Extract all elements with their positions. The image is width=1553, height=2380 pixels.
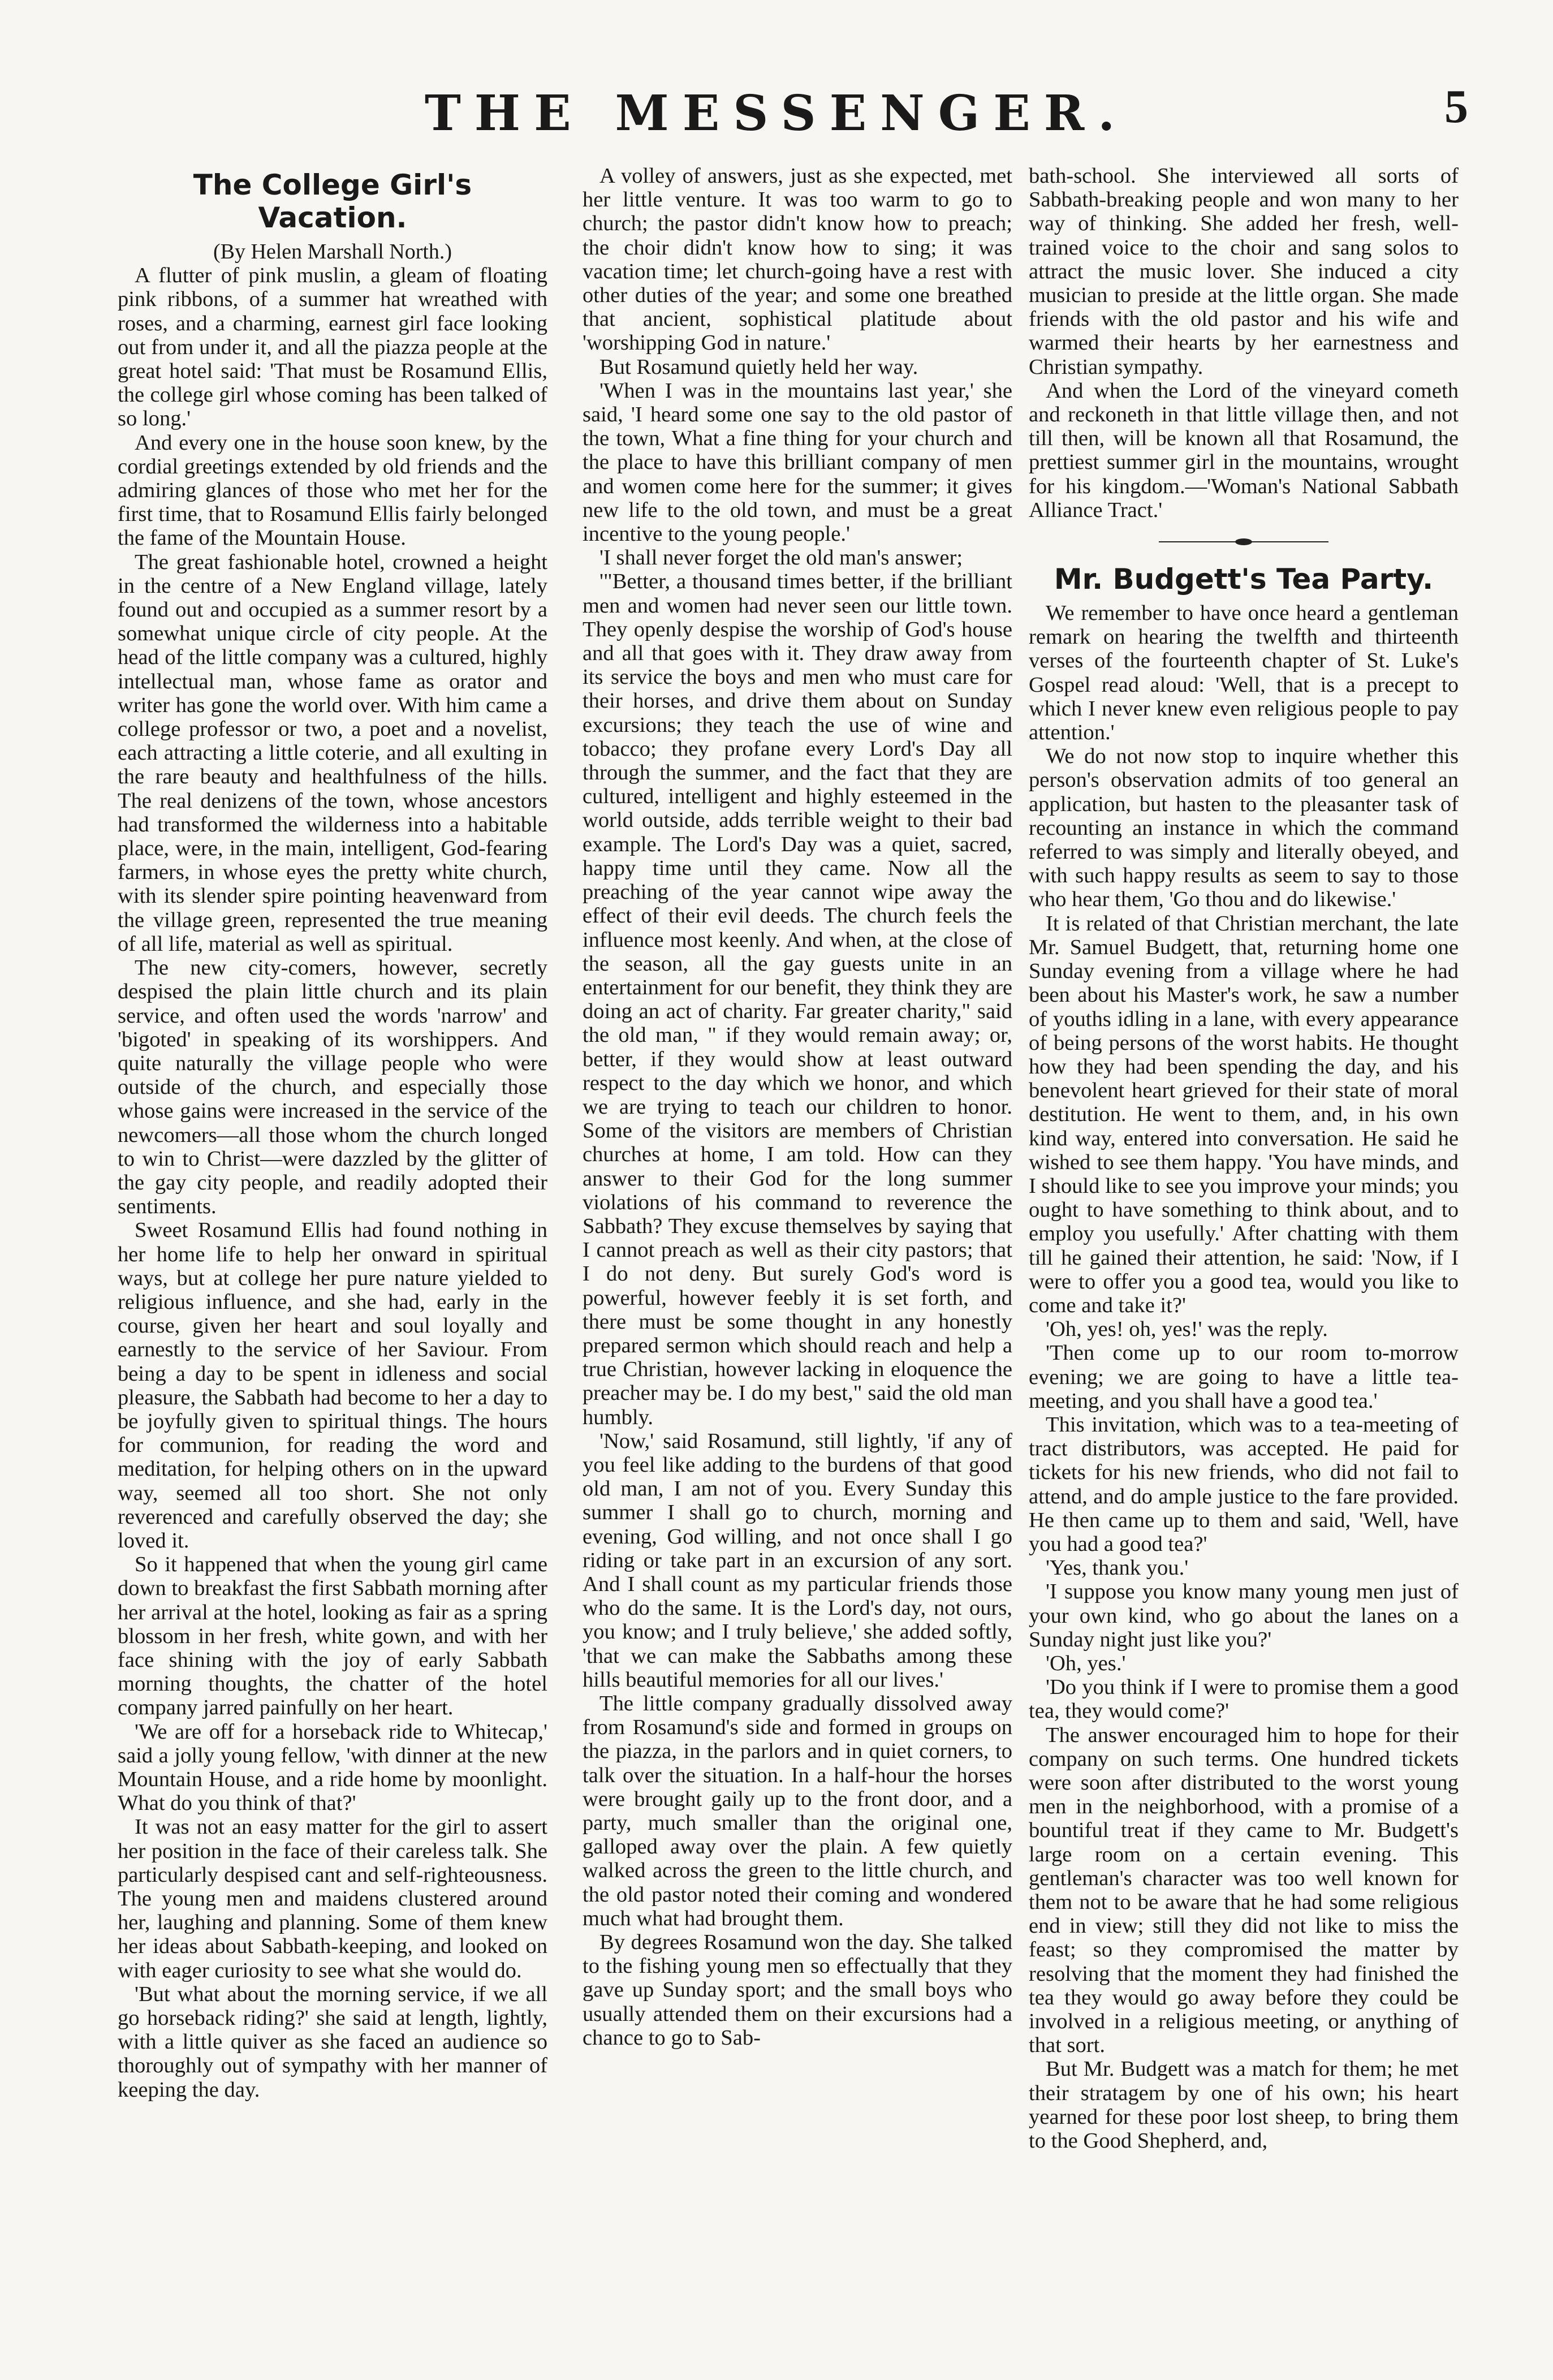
paragraph: 'When I was in the mountains last year,' she said, 'I heard some one say to the old pastor of the town, What a fine thing for your church and the place to have this brilliant company of men and women come here for the summer; it gives new life to the old town, and must be a great incentive to the young people.'	[583, 378, 1012, 546]
paragraph: But Rosamund quietly held her way.	[599, 355, 918, 379]
paragraph: But Mr. Budgett was a match for them; he met their stratagem by one of his own; his heart yearned for these poor lost sheep, to bring them to the Good Shepherd, and,	[1029, 2057, 1459, 2153]
paragraph: 'But what about the morning service, if we all go horseback riding?' she said at length, lightly, with a little quiver as she faced an audience so thoroughly out of sympathy with her manner of keeping the day.	[118, 1982, 547, 2102]
paragraph: This invitation, which was to a tea-meeting of tract distributors, was accepted. He paid for tickets for his new friends, who did not fail to attend, and do ample justice to the fare provided. He then came up to them and said, 'Well, have you had a good tea?'	[1029, 1412, 1459, 1556]
byline: (By Helen Marshall North.)	[213, 240, 452, 264]
paragraph: 'Now,' said Rosamund, still lightly, 'if any of you feel like adding to the burdens of that good old man, I am not of you. Every Sunday this summer I shall go to church, morning and evening, God willing, and not once shall I go riding or take part in an excursion of any sort. And I shall count as my particular friends those who do the same. It is the Lord's day, not ours, you know; and I truly believe,' she added softly, 'that we can make the Sabbaths among these hills beautiful memories for all our lives.'	[583, 1429, 1012, 1692]
paragraph: 'Yes, thank you.'	[1046, 1556, 1189, 1580]
paragraph: 'Oh, yes.'	[1046, 1651, 1126, 1675]
section-divider	[1159, 541, 1328, 542]
paragraph: It was not an easy matter for the girl to assert her position in the face of their careless talk. She particularly despised cant and self-righteousness. The young men and maidens clustered around her, laughing and planning. Some of them knew her ideas about Sabbath-keeping, and looked on with eager curiosity to see what she would do.	[118, 1815, 547, 1982]
paragraph: So it happened that when the young girl came down to breakfast the first Sabbath morning after her arrival at the hotel, looking as fair as a spring blossom in her fresh, white gown, and with her face shining with the joy of early Sabbath morning thoughts, the chatter of the hotel company jarred painfully on her heart.	[118, 1553, 547, 1720]
paragraph: The little company gradually dissolved away from Rosamund's side and formed in groups on the piazza, in the parlors and in quiet corners, to talk over the situation. In a half-hour the horses were brought gaily up to the front door, and a party, much smaller than the original one, galloped away over the plain. A few quietly walked across the green to the little church, and the old pastor noted their coming and wondered much what had brought them.	[583, 1692, 1012, 1930]
masthead-title: THE MESSENGER.	[424, 85, 1129, 142]
article-title: Mr. Budgett's Tea Party.	[1054, 563, 1434, 596]
paragraph: 'Do you think if I were to promise them a good tea, they would come?'	[1029, 1675, 1459, 1723]
paragraph: The great fashionable hotel, crowned a height in the centre of a New England village, lately found out and occupied as a summer resort by a somewhat unique circle of city people. At the head of the little company was a cultured, highly intellectual man, whose fame as orator and writer has gone the world over. With him came a college professor or two, a poet and a novelist, each attracting a little coterie, and all exulting in the rare beauty and healthfulness of the hills. The real denizens of the town, whose ancestors had transformed the wilderness into a habitable place, were, in the main, intelligent, God-fearing farmers, in whose eyes the pretty white church, with its slender spire pointing heavenward from the village green, represented the true meaning of all life, material as well as spiritual.	[118, 550, 547, 956]
paragraph: We remember to have once heard a gentleman remark on hearing the twelfth and thirteenth verses of the fourteenth chapter of St. Luke's Gospel read aloud: 'Well, that is a precept to which I never knew even religious people to pay attention.'	[1029, 601, 1459, 745]
paragraph: And every one in the house soon knew, by the cordial greetings extended by old friends and the admiring glances of those who met her for the first time, that to Rosamund Ellis fairly belonged the fame of the Mountain House.	[118, 430, 547, 550]
column-2	[583, 164, 1012, 2050]
article-title: The College Girl's Vacation.	[193, 169, 472, 234]
paragraph: The answer encouraged him to hope for their company on such terms. One hundred tickets were soon after distributed to the worst young men in the neighborhood, with a promise of a bountiful treat if they came to Mr. Budgett's large room on a certain evening. This gentleman's character was too well known for them not to be aware that he had some religious end in view; still they did not like to miss the feast; so they compromised the matter by resolving that the moment they had finished the tea they would go away before they could be involved in a religious meeting, or anything of that sort.	[1029, 1723, 1459, 2058]
paragraph: By degrees Rosamund won the day. She talked to the fishing young men so effectually that they gave up Sunday sport; and the small boys who usually attended them on their excursions had a chance to go to Sab-	[583, 1930, 1012, 2050]
paragraph: A flutter of pink muslin, a gleam of floating pink ribbons, of a summer hat wreathed with roses, and a charming, earnest girl face looking out from under it, and all the piazza people at the great hotel said: 'That must be Rosamund Ellis, the college girl whose coming has been talked of so long.'	[118, 264, 547, 431]
page-number: 5	[1444, 80, 1468, 133]
paragraph: And when the Lord of the vineyard cometh and reckoneth in that little village then, and not till then, will be known all that Rosamund, the prettiest summer girl in the mountains, wrought for his kingdom.—'Woman's National Sabbath Alliance Tract.'	[1029, 378, 1459, 522]
paragraph: bath-school. She interviewed all sorts of Sabbath-breaking people and won many to her way of thinking. She added her fresh, well-trained voice to the choir and sang solos to attract the music lover. She induced a city musician to preside at the little organ. She made friends with the old pastor and his wife and warmed their hearts by her earnestness and Christian sympathy.	[1029, 164, 1459, 379]
paragraph: 'We are off for a horseback ride to Whitecap,' said a jolly young fellow, 'with dinner at the new Mountain House, and a ride home by moonlight. What do you think of that?'	[118, 1719, 547, 1816]
paragraph: 'I shall never forget the old man's answer;	[599, 546, 963, 570]
paragraph: 'Then come up to our room to-morrow evening; we are going to have a little tea-meeting, and you shall have a good tea.'	[1029, 1341, 1459, 1413]
paragraph: A volley of answers, just as she expected, met her little venture. It was too warm to go to church; the pastor didn't know how to preach; the choir didn't know how to sing; it was vacation time; let church-going have a rest with other duties of the year; and some one breathed that ancient, sophistical platitude about 'worshipping God in nature.'	[583, 164, 1012, 355]
column-1	[118, 164, 547, 2102]
paragraph: Sweet Rosamund Ellis had found nothing in her home life to help her onward in spiritual ways, but at college her pure nature yielded to religious influence, and she had, early in the course, given her heart and soul loyally and earnestly to the service of her Saviour. From being a day to be spent in idleness and social pleasure, the Sabbath had become to her a day to be joyfully given to spiritual things. The hours for communion, for reading the word and meditation, for helping others on in the upward way, seemed all too short. She not only reverenced and carefully observed the day; she loved it.	[118, 1218, 547, 1553]
paragraph: We do not now stop to inquire whether this person's observation admits of too general an application, but hasten to the pleasanter task of recounting an instance in which the command referred to was simply and literally obeyed, and with such happy results as seem to say to those who hear them, 'Go thou and do likewise.'	[1029, 744, 1459, 912]
paragraph: 'I suppose you know many young men just of your own kind, who go about the lanes on a Sunday night just like you?'	[1029, 1580, 1459, 1652]
column-3	[1029, 164, 1459, 2153]
paragraph: It is related of that Christian merchant, the late Mr. Samuel Budgett, that, returning home one Sunday evening from a village where he had been about his Master's work, he saw a number of youths idling in a lane, with every appearance of being persons of the worst habits. He thought how they had been spending the day, and his benevolent heart grieved for their state of moral destitution. He went to them, and, in his own kind way, entered into conversation. He said he wished to see them happy. 'You have minds, and I should like to see you improve your minds; you ought to have something to think about, and to employ you usefully.' After chatting with them till he gained their attention, he said: 'Now, if I were to offer you a good tea, would you like to come and take it?'	[1029, 911, 1459, 1317]
paragraph: '"Better, a thousand times better, if the brilliant men and women had never seen our little town. They openly despise the worship of God's house and all that goes with it. They draw away from its service the boys and men who must care for their horses, and drive them about on Sunday excursions; they teach the use of wine and tobacco; they profane every Lord's Day all through the summer, and the fact that they are cultured, intelligent and highly esteemed in the world outside, adds terrible weight to their bad example. The Lord's Day was a quiet, sacred, happy time until they came. Now all the preaching of the year cannot wipe away the effect of their evil deeds. The church feels the influence most keenly. And when, at the close of the season, all the gay guests unite in an entertainment for our benefit, they think they are doing an act of charity. Far greater charity," said the old man, " if they would remain away; or, better, if they would show at least outward respect to the day which we honor, and which we are trying to teach our children to honor. Some of the visitors are members of Christian churches at home, I am told. How can they answer to their God for the long summer violations of his command to reverence the Sabbath? They excuse themselves by saying that I cannot preach as well as their city pastors; that I do not deny. But surely God's word is powerful, however feebly it is set forth, and there must be some thought in any honestly prepared sermon which should reach and help a true Christian, however lacking in eloquence the preacher may be. I do my best," said the old man humbly.	[583, 570, 1012, 1429]
paragraph: 'Oh, yes! oh, yes!' was the reply.	[1046, 1317, 1328, 1342]
paragraph: The new city-comers, however, secretly despised the plain little church and its plain service, and often used the words 'narrow' and 'bigoted' in speaking of its worshippers. And quite naturally the village people who were outside of the church, and especially those whose gains were increased in the service of the newcomers—all those whom the church longed to win to Christ—were dazzled by the glitter of the gay city people, and readily adopted their sentiments.	[118, 956, 547, 1219]
